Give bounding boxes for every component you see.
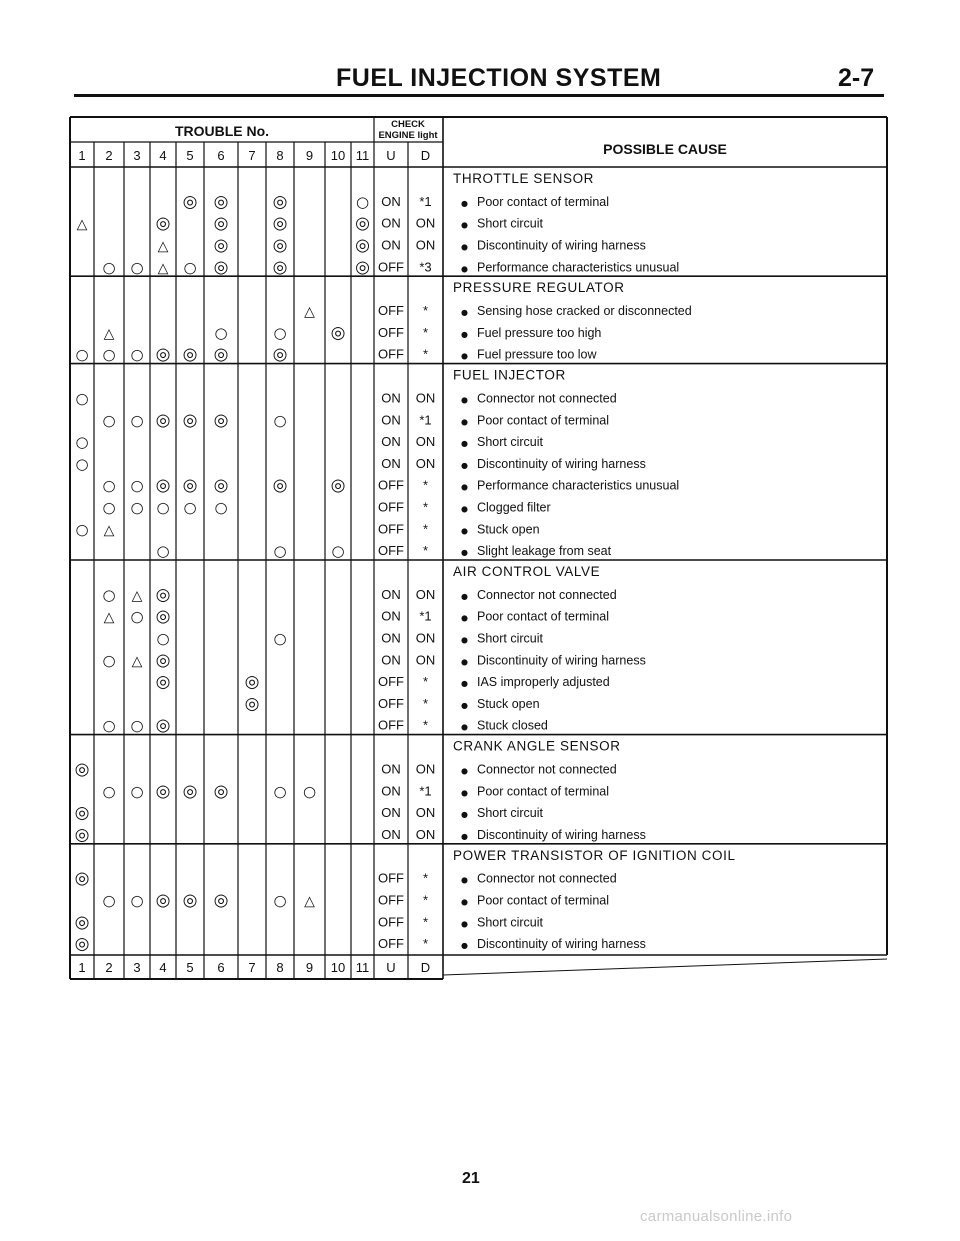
mark-circle: ○: [156, 629, 170, 648]
mark-circle: ○: [130, 607, 144, 626]
mark-double-circle: ◎: [213, 890, 229, 911]
cause-heading-4: CRANK ANGLE SENSOR: [453, 738, 621, 754]
mark-circle: ○: [102, 476, 116, 495]
footer-trouble-no-3: 3: [133, 960, 141, 975]
mark-circle: ○: [75, 389, 89, 408]
mark-circle: ○: [214, 498, 228, 517]
bullet-icon: ●: [461, 657, 468, 667]
cause-item: Slight leakage from seat: [477, 544, 612, 559]
light-u-value: ON: [381, 783, 401, 799]
mark-double-circle: ◎: [213, 344, 229, 365]
mark-double-circle: ◎: [330, 322, 346, 343]
cause-item: Performance characteristics unusual: [477, 260, 680, 275]
mark-circle: ○: [102, 782, 116, 801]
mark-double-circle: ◎: [213, 410, 229, 431]
bullet-icon: ●: [461, 264, 468, 274]
cause-item: Connector not connected: [477, 391, 617, 406]
cause-item: Short circuit: [477, 216, 543, 231]
header-trouble-no-1: 1: [78, 148, 86, 163]
header-trouble-no-2: 2: [105, 148, 113, 163]
light-u-value: ON: [381, 412, 401, 428]
cause-item: Discontinuity of wiring harness: [477, 238, 646, 253]
cause-item: Short circuit: [477, 915, 543, 930]
mark-circle: ○: [75, 433, 89, 452]
footer-trouble-no-4: 4: [159, 960, 167, 975]
mark-circle: ○: [156, 542, 170, 561]
mark-circle: ○: [102, 411, 116, 430]
mark-double-circle: ◎: [213, 257, 229, 278]
light-d-value: *: [422, 543, 429, 559]
header-trouble-no-9: 9: [305, 148, 314, 163]
mark-circle: ○: [75, 345, 89, 364]
cause-item: Short circuit: [477, 631, 543, 646]
footer-diagonal: [443, 959, 887, 975]
light-u-value: ON: [381, 193, 401, 209]
mark-double-circle: ◎: [213, 235, 229, 256]
header-trouble-no-7: 7: [248, 148, 256, 163]
light-u-value: OFF: [378, 259, 404, 275]
light-u-value: ON: [381, 761, 401, 777]
light-d-value: ON: [415, 390, 436, 406]
light-u-value: OFF: [378, 674, 404, 690]
mark-double-circle: ◎: [155, 213, 171, 234]
bullet-icon: ●: [461, 526, 468, 536]
mark-circle: ○: [273, 782, 287, 801]
cause-item: Discontinuity of wiring harness: [477, 827, 646, 842]
mark-triangle: △: [103, 522, 115, 539]
cause-heading-1: PRESSURE REGULATOR: [453, 280, 625, 296]
cause-item: Poor contact of terminal: [477, 784, 610, 799]
light-d-value: *: [422, 477, 429, 493]
light-d-value: *1: [419, 783, 432, 799]
mark-triangle: △: [157, 238, 169, 255]
mark-circle: ○: [102, 345, 116, 364]
mark-double-circle: ◎: [155, 475, 171, 496]
light-d-value: ON: [415, 586, 436, 602]
bullet-icon: ●: [461, 613, 468, 623]
bullet-icon: ●: [461, 242, 468, 252]
bullet-icon: ●: [461, 395, 468, 405]
cause-item: Connector not connected: [477, 587, 617, 602]
light-u-value: OFF: [378, 892, 404, 908]
mark-triangle: △: [103, 609, 115, 626]
bullet-icon: ●: [461, 635, 468, 645]
cause-item: Short circuit: [477, 435, 543, 450]
footer-column-u: U: [386, 960, 396, 975]
footer-trouble-no-7: 7: [248, 960, 256, 975]
cause-item: Connector not connected: [477, 762, 617, 777]
footer-trouble-no-6: 6: [217, 960, 225, 975]
mark-double-circle: ◎: [182, 344, 198, 365]
mark-circle: ○: [75, 454, 89, 473]
light-d-value: ON: [415, 761, 436, 777]
mark-double-circle: ◎: [244, 672, 260, 693]
cause-heading-2: FUEL INJECTOR: [453, 367, 566, 383]
page-title: FUEL INJECTION SYSTEM: [336, 64, 662, 92]
mark-circle: ○: [355, 192, 370, 211]
bullet-icon: ●: [461, 351, 468, 361]
light-d-value: *: [422, 346, 429, 362]
mark-triangle: △: [304, 893, 315, 910]
light-d-value: *: [422, 324, 429, 340]
bullet-icon: ●: [461, 198, 468, 208]
mark-double-circle: ◎: [182, 781, 198, 802]
mark-double-circle: ◎: [155, 584, 171, 605]
page-number: 21: [462, 1170, 480, 1187]
light-u-value: ON: [381, 630, 401, 646]
cause-item: Stuck closed: [477, 718, 548, 733]
footer-trouble-no-2: 2: [105, 960, 113, 975]
mark-double-circle: ◎: [213, 781, 229, 802]
bullet-icon: ●: [461, 504, 468, 514]
light-u-value: OFF: [378, 346, 404, 362]
bullet-icon: ●: [461, 329, 468, 339]
mark-triangle: △: [103, 325, 115, 342]
mark-double-circle: ◎: [355, 257, 370, 278]
check-engine-label-line1: CHECK: [391, 119, 425, 130]
bullet-icon: ●: [461, 308, 468, 318]
mark-double-circle: ◎: [74, 934, 90, 955]
header-trouble-no-3: 3: [133, 148, 141, 163]
mark-double-circle: ◎: [155, 890, 171, 911]
bullet-icon: ●: [461, 831, 468, 841]
cause-heading-0: THROTTLE SENSOR: [453, 171, 595, 186]
mark-double-circle: ◎: [355, 213, 370, 234]
light-d-value: *: [422, 521, 429, 537]
mark-double-circle: ◎: [272, 213, 288, 234]
mark-double-circle: ◎: [182, 410, 198, 431]
bullet-icon: ●: [461, 897, 468, 907]
footer-trouble-no-1: 1: [78, 960, 86, 975]
light-u-value: OFF: [378, 324, 404, 340]
cause-item: Connector not connected: [477, 871, 617, 886]
check-engine-label-line2: ENGINE light: [378, 130, 438, 141]
mark-circle: ○: [331, 542, 345, 561]
mark-double-circle: ◎: [272, 475, 288, 496]
footer-trouble-no-8: 8: [276, 960, 284, 975]
light-u-value: ON: [381, 455, 401, 471]
mark-circle: ○: [130, 498, 144, 517]
bullet-icon: ●: [461, 941, 468, 951]
mark-circle: ○: [130, 891, 144, 910]
light-d-value: ON: [415, 215, 436, 231]
mark-circle: ○: [102, 716, 116, 735]
cause-item: Fuel pressure too low: [477, 347, 597, 362]
bullet-icon: ●: [461, 875, 468, 885]
mark-double-circle: ◎: [155, 606, 171, 627]
light-d-value: *: [422, 936, 429, 952]
footer-trouble-no-9: 9: [305, 960, 314, 975]
mark-circle: ○: [102, 498, 116, 517]
mark-circle: ○: [273, 629, 287, 648]
bullet-icon: ●: [461, 220, 468, 230]
light-u-value: OFF: [378, 914, 404, 930]
mark-triangle: △: [304, 304, 315, 321]
possible-cause-label: POSSIBLE CAUSE: [603, 141, 727, 157]
mark-circle: ○: [102, 258, 116, 277]
mark-double-circle: ◎: [272, 191, 288, 212]
light-d-value: *1: [419, 608, 432, 624]
light-d-value: *: [422, 914, 429, 930]
mark-double-circle: ◎: [182, 475, 198, 496]
mark-double-circle: ◎: [155, 672, 171, 693]
mark-double-circle: ◎: [182, 191, 198, 212]
mark-double-circle: ◎: [74, 824, 90, 845]
light-u-value: ON: [381, 215, 401, 231]
mark-circle: ○: [102, 585, 116, 604]
cause-item: Short circuit: [477, 806, 543, 821]
trouble-no-label: TROUBLE No.: [174, 123, 270, 139]
cause-item: Discontinuity of wiring harness: [477, 653, 646, 668]
light-u-value: ON: [381, 237, 401, 253]
mark-double-circle: ◎: [155, 410, 171, 431]
bullet-icon: ●: [461, 722, 468, 732]
light-d-value: *: [422, 892, 429, 908]
cause-item: Poor contact of terminal: [477, 194, 610, 209]
cause-heading-3: AIR CONTROL VALVE: [453, 564, 601, 579]
cause-heading-5: POWER TRANSISTOR OF IGNITION COIL: [453, 847, 736, 863]
mark-circle: ○: [130, 345, 144, 364]
light-u-value: OFF: [378, 543, 404, 559]
mark-triangle: △: [157, 260, 169, 277]
mark-double-circle: ◎: [74, 868, 90, 889]
light-d-value: *: [422, 303, 429, 319]
watermark: carmanualsonline.info: [640, 1208, 793, 1225]
mark-double-circle: ◎: [74, 759, 90, 780]
header-trouble-no-4: 4: [159, 148, 167, 163]
mark-double-circle: ◎: [272, 235, 288, 256]
mark-double-circle: ◎: [213, 213, 229, 234]
light-u-value: ON: [381, 608, 401, 624]
light-d-value: ON: [415, 630, 436, 646]
footer-trouble-no-5: 5: [186, 960, 194, 975]
bullet-icon: ●: [461, 919, 468, 929]
light-d-value: ON: [415, 434, 436, 450]
bullet-icon: ●: [461, 439, 468, 449]
footer-trouble-no-10: 10: [330, 960, 346, 975]
mark-circle: ○: [156, 498, 170, 517]
mark-circle: ○: [183, 498, 197, 517]
light-u-value: ON: [381, 826, 401, 842]
light-u-value: OFF: [378, 477, 404, 493]
cause-item: Poor contact of terminal: [477, 893, 610, 908]
light-d-value: ON: [415, 237, 436, 253]
light-u-value: ON: [381, 434, 401, 450]
light-u-value: OFF: [378, 870, 404, 886]
header-trouble-no-10: 10: [330, 148, 346, 163]
mark-circle: ○: [273, 891, 287, 910]
mark-circle: ○: [273, 542, 287, 561]
light-u-value: OFF: [378, 717, 404, 733]
light-d-value: ON: [415, 455, 436, 471]
header-column-u: U: [386, 148, 396, 163]
header-trouble-no-11: 11: [355, 148, 370, 163]
light-u-value: OFF: [378, 303, 404, 319]
mark-circle: ○: [273, 323, 287, 342]
light-d-value: *: [422, 674, 429, 690]
mark-double-circle: ◎: [155, 344, 171, 365]
mark-double-circle: ◎: [182, 890, 198, 911]
light-u-value: ON: [381, 652, 401, 668]
mark-double-circle: ◎: [272, 257, 288, 278]
mark-double-circle: ◎: [213, 475, 229, 496]
bullet-icon: ●: [461, 766, 468, 776]
mark-circle: ○: [130, 716, 144, 735]
light-d-value: *: [422, 870, 429, 886]
light-u-value: OFF: [378, 936, 404, 952]
light-u-value: OFF: [378, 521, 404, 537]
mark-circle: ○: [183, 258, 197, 277]
mark-circle: ○: [130, 782, 144, 801]
bullet-icon: ●: [461, 417, 468, 427]
light-d-value: *: [422, 695, 429, 711]
light-u-value: ON: [381, 390, 401, 406]
header-trouble-no-6: 6: [217, 148, 225, 163]
light-u-value: ON: [381, 586, 401, 602]
mark-double-circle: ◎: [272, 344, 288, 365]
bullet-icon: ●: [461, 810, 468, 820]
light-d-value: ON: [415, 805, 436, 821]
mark-circle: ○: [130, 476, 144, 495]
header-trouble-no-8: 8: [276, 148, 284, 163]
mark-double-circle: ◎: [213, 191, 229, 212]
mark-triangle: △: [131, 587, 143, 604]
mark-double-circle: ◎: [74, 803, 90, 824]
cause-item: Poor contact of terminal: [477, 413, 610, 428]
mark-double-circle: ◎: [155, 650, 171, 671]
light-d-value: ON: [415, 652, 436, 668]
mark-circle: ○: [214, 323, 228, 342]
cause-item: Sensing hose cracked or disconnected: [477, 304, 692, 319]
mark-circle: ○: [130, 411, 144, 430]
mark-double-circle: ◎: [330, 475, 346, 496]
bullet-icon: ●: [461, 591, 468, 601]
header-column-d: D: [420, 148, 431, 163]
bullet-icon: ●: [461, 482, 468, 492]
cause-item: Discontinuity of wiring harness: [477, 456, 646, 471]
bullet-icon: ●: [461, 679, 468, 689]
mark-double-circle: ◎: [155, 781, 171, 802]
light-d-value: ON: [415, 826, 436, 842]
mark-double-circle: ◎: [74, 912, 90, 933]
footer-column-d: D: [420, 960, 431, 975]
mark-double-circle: ◎: [155, 715, 171, 736]
light-d-value: *1: [419, 193, 432, 209]
bullet-icon: ●: [461, 548, 468, 558]
cause-item: Poor contact of terminal: [477, 609, 610, 624]
cause-item: Clogged filter: [477, 500, 551, 515]
footer-trouble-no-11: 11: [355, 960, 370, 975]
mark-circle: ○: [102, 891, 116, 910]
mark-double-circle: ◎: [355, 235, 370, 256]
light-d-value: *: [422, 717, 429, 733]
mark-double-circle: ◎: [244, 693, 260, 714]
cause-item: Fuel pressure too high: [477, 325, 602, 340]
bullet-icon: ●: [461, 460, 468, 470]
cause-item: Stuck open: [477, 696, 540, 711]
light-d-value: *3: [419, 259, 432, 275]
light-u-value: ON: [381, 805, 401, 821]
mark-circle: ○: [75, 520, 89, 539]
mark-circle: ○: [130, 258, 144, 277]
cause-item: Stuck open: [477, 522, 540, 537]
light-d-value: *: [422, 499, 429, 515]
mark-triangle: △: [76, 216, 88, 233]
mark-triangle: △: [131, 653, 143, 670]
header-trouble-no-5: 5: [186, 148, 194, 163]
light-u-value: OFF: [378, 695, 404, 711]
cause-item: Performance characteristics unusual: [477, 478, 680, 493]
mark-circle: ○: [102, 651, 116, 670]
bullet-icon: ●: [461, 788, 468, 798]
light-u-value: OFF: [378, 499, 404, 515]
cause-item: IAS improperly adjusted: [477, 675, 610, 690]
light-d-value: *1: [419, 412, 432, 428]
bullet-icon: ●: [461, 700, 468, 710]
mark-circle: ○: [273, 411, 287, 430]
cause-item: Discontinuity of wiring harness: [477, 937, 646, 952]
section-number: 2-7: [838, 64, 875, 92]
mark-circle: ○: [302, 782, 317, 801]
